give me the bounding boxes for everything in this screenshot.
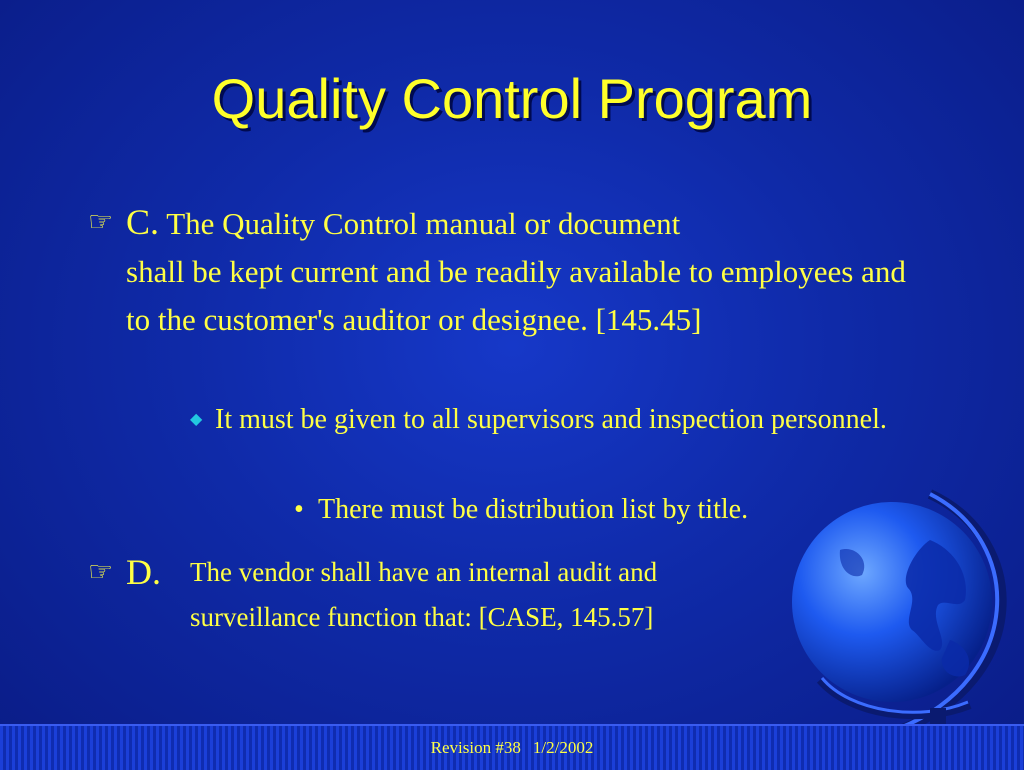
sub-bullet-text: It must be given to all supervisors and inspection personnel. bbox=[215, 404, 887, 435]
sub-sub-bullet-text: There must be distribution list by title. bbox=[318, 494, 749, 525]
slide-title: Quality Control Program bbox=[211, 67, 813, 130]
dot-icon: • bbox=[294, 494, 304, 525]
bullet-d-text: The vendor shall have an internal audit and surveillance function that: [CASE, 145.57] bbox=[190, 557, 658, 632]
bullet-c-text-rest: shall be kept current and be readily available to employees and to the customer's auditor or designee. [145.45] bbox=[126, 254, 906, 337]
bullet-c bbox=[88, 198, 908, 344]
bullet-c-text-first: The Quality Control manual or document bbox=[166, 206, 681, 241]
sub-bullet-supervisors bbox=[190, 398, 910, 441]
diamond-icon: ◆ bbox=[190, 411, 203, 428]
bullet-c-letter: C. bbox=[126, 202, 160, 242]
pointing-hand-icon: ☞ bbox=[88, 555, 114, 588]
footer-bar bbox=[0, 724, 1024, 770]
bullet-d-letter: D. bbox=[126, 552, 161, 592]
footer-text bbox=[0, 738, 1024, 758]
footer-date: 1/2/2002 bbox=[532, 738, 594, 757]
footer-revision: Revision #38 bbox=[430, 738, 521, 757]
pointing-hand-icon: ☞ bbox=[88, 205, 114, 238]
bullet-d bbox=[88, 548, 778, 640]
globe-icon bbox=[780, 480, 1024, 750]
